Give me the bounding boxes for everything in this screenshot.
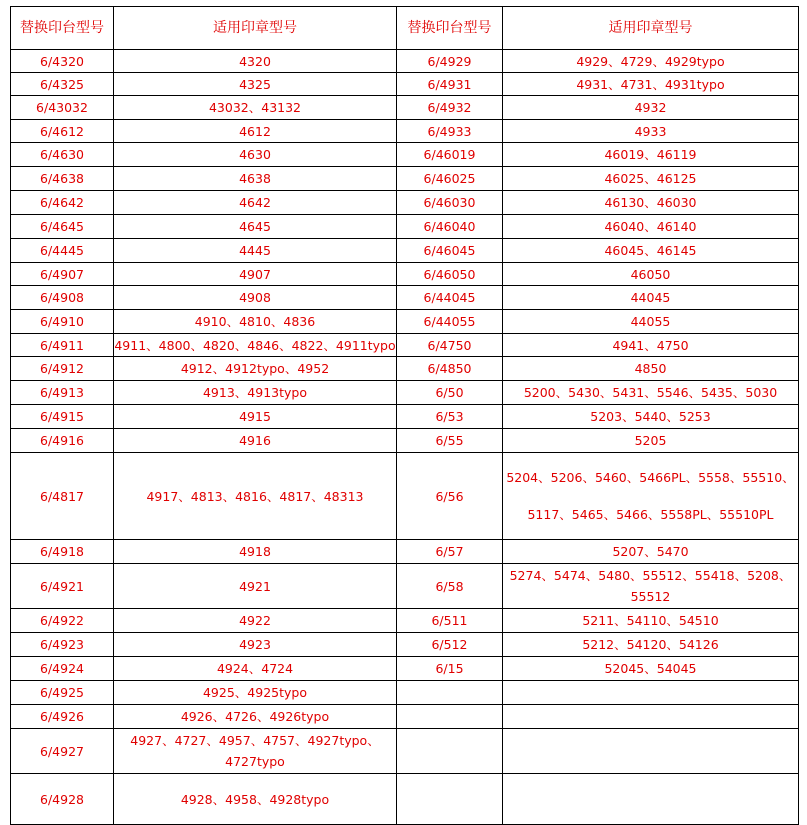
replacement-pad-cell: 6/4925 (11, 681, 114, 705)
replacement-pad-cell: 6/58 (397, 564, 503, 609)
compatible-stamp-cell: 4642 (114, 191, 397, 215)
compatible-stamp-cell: 4638 (114, 167, 397, 191)
compatible-stamp-cell: 4911、4800、4820、4846、4822、4911typo (114, 334, 397, 357)
compatible-stamp-cell: 5274、5474、5480、55512、55418、5208、55512 (503, 564, 799, 609)
table-row (11, 215, 799, 239)
replacement-pad-cell: 6/4445 (11, 239, 114, 263)
compatible-stamp-cell: 4916 (114, 429, 397, 453)
replacement-pad-cell: 6/512 (397, 633, 503, 657)
compatible-stamp-cell: 46045、46145 (503, 239, 799, 263)
compatible-stamp-cell: 4907 (114, 263, 397, 286)
replacement-pad-cell: 6/4320 (11, 50, 114, 73)
replacement-pad-cell: 6/4645 (11, 215, 114, 239)
compatible-stamp-cell: 4921 (114, 564, 397, 609)
compatible-stamp-cell: 4925、4925typo (114, 681, 397, 705)
table-row (11, 609, 799, 633)
replacement-pad-cell: 6/46045 (397, 239, 503, 263)
header-replacement-pad: 替换印台型号 (397, 7, 503, 50)
replacement-pad-cell: 6/55 (397, 429, 503, 453)
replacement-pad-cell: 6/46019 (397, 143, 503, 167)
compatible-stamp-cell: 46130、46030 (503, 191, 799, 215)
compatible-stamp-cell (503, 774, 799, 825)
replacement-pad-cell: 6/43032 (11, 96, 114, 120)
compatible-stamp-cell: 4928、4958、4928typo (114, 774, 397, 825)
compatible-stamp-cell: 4922 (114, 609, 397, 633)
table-row (11, 564, 799, 609)
replacement-pad-cell: 6/4933 (397, 120, 503, 143)
compatible-stamp-cell: 44055 (503, 310, 799, 334)
compatible-stamp-cell: 52045、54045 (503, 657, 799, 681)
replacement-pad-cell: 6/4918 (11, 540, 114, 564)
replacement-pad-cell: 6/4630 (11, 143, 114, 167)
compatible-stamp-cell: 4915 (114, 405, 397, 429)
replacement-pad-cell: 6/46050 (397, 263, 503, 286)
compatible-stamp-cell: 4325 (114, 73, 397, 96)
compatible-stamp-cell: 4923 (114, 633, 397, 657)
header-row (11, 7, 799, 50)
compatible-stamp-cell: 4912、4912typo、4952 (114, 357, 397, 381)
compatible-stamp-cell: 4908 (114, 286, 397, 310)
table-row (11, 453, 799, 540)
table-row (11, 729, 799, 774)
table-row (11, 657, 799, 681)
compatible-stamp-cell: 4913、4913typo (114, 381, 397, 405)
replacement-pad-cell (397, 729, 503, 774)
compatible-stamp-cell: 4910、4810、4836 (114, 310, 397, 334)
table-row (11, 429, 799, 453)
replacement-pad-cell: 6/4907 (11, 263, 114, 286)
replacement-pad-cell (397, 705, 503, 729)
replacement-pad-cell: 6/44045 (397, 286, 503, 310)
compatible-stamp-cell: 4929、4729、4929typo (503, 50, 799, 73)
compatible-stamp-cell: 5207、5470 (503, 540, 799, 564)
compatible-stamp-cell: 4931、4731、4931typo (503, 73, 799, 96)
compatible-stamp-cell: 46040、46140 (503, 215, 799, 239)
compatible-stamp-cell: 5204、5206、5460、5466PL、5558、55510、5117、5465、5466、5558PL、55510PL (503, 453, 799, 540)
table-row (11, 357, 799, 381)
replacement-pad-cell: 6/4913 (11, 381, 114, 405)
replacement-pad-cell: 6/4932 (397, 96, 503, 120)
compatible-stamp-cell: 43032、43132 (114, 96, 397, 120)
replacement-pad-cell: 6/4750 (397, 334, 503, 357)
header-replacement-pad: 替换印台型号 (11, 7, 114, 50)
compatible-stamp-cell: 4941、4750 (503, 334, 799, 357)
table-row (11, 310, 799, 334)
replacement-pad-cell: 6/46025 (397, 167, 503, 191)
compatible-stamp-cell: 44045 (503, 286, 799, 310)
replacement-pad-cell: 6/4926 (11, 705, 114, 729)
replacement-pad-cell: 6/4921 (11, 564, 114, 609)
compatible-stamp-cell (503, 681, 799, 705)
compatible-stamp-cell: 4926、4726、4926typo (114, 705, 397, 729)
compatible-stamp-cell: 4917、4813、4816、4817、48313 (114, 453, 397, 540)
replacement-pad-cell: 6/4912 (11, 357, 114, 381)
replacement-pad-cell: 6/4817 (11, 453, 114, 540)
compatible-stamp-cell: 4924、4724 (114, 657, 397, 681)
header-compatible-stamp: 适用印章型号 (503, 7, 799, 50)
compatible-stamp-cell: 4927、4727、4957、4757、4927typo、4727typo (114, 729, 397, 774)
compatible-stamp-cell (503, 729, 799, 774)
compatible-stamp-cell: 4645 (114, 215, 397, 239)
table-row (11, 263, 799, 286)
replacement-pad-cell: 6/4915 (11, 405, 114, 429)
compatible-stamp-cell: 4933 (503, 120, 799, 143)
table-body (11, 50, 799, 825)
compatible-stamp-cell: 4612 (114, 120, 397, 143)
compatible-stamp-cell: 4445 (114, 239, 397, 263)
replacement-pad-cell: 6/15 (397, 657, 503, 681)
compatible-stamp-cell: 46050 (503, 263, 799, 286)
replacement-pad-cell (397, 681, 503, 705)
replacement-pad-cell: 6/56 (397, 453, 503, 540)
table-row (11, 120, 799, 143)
table-row (11, 50, 799, 73)
compatible-stamp-cell: 46019、46119 (503, 143, 799, 167)
replacement-pad-cell: 6/46030 (397, 191, 503, 215)
compatible-stamp-cell: 5211、54110、54510 (503, 609, 799, 633)
header-compatible-stamp: 适用印章型号 (114, 7, 397, 50)
table-row (11, 381, 799, 405)
compatible-stamp-cell: 4932 (503, 96, 799, 120)
table-row (11, 286, 799, 310)
replacement-pad-cell: 6/44055 (397, 310, 503, 334)
replacement-pad-cell (397, 774, 503, 825)
replacement-pad-cell: 6/4931 (397, 73, 503, 96)
table-row (11, 239, 799, 263)
stamp-pad-compatibility-table (10, 6, 799, 825)
replacement-pad-cell: 6/4850 (397, 357, 503, 381)
replacement-pad-cell: 6/57 (397, 540, 503, 564)
compatible-stamp-cell: 5205 (503, 429, 799, 453)
compatible-stamp-cell: 4630 (114, 143, 397, 167)
compatible-stamp-cell: 5200、5430、5431、5546、5435、5030 (503, 381, 799, 405)
replacement-pad-cell: 6/4908 (11, 286, 114, 310)
replacement-pad-cell: 6/4922 (11, 609, 114, 633)
compatible-stamp-cell: 5203、5440、5253 (503, 405, 799, 429)
table-row (11, 191, 799, 215)
table-row (11, 633, 799, 657)
table-row (11, 705, 799, 729)
replacement-pad-cell: 6/4642 (11, 191, 114, 215)
replacement-pad-cell: 6/53 (397, 405, 503, 429)
replacement-pad-cell: 6/4638 (11, 167, 114, 191)
table-row (11, 167, 799, 191)
table-row (11, 540, 799, 564)
table-row (11, 73, 799, 96)
compatible-stamp-cell (503, 705, 799, 729)
table-row (11, 334, 799, 357)
replacement-pad-cell: 6/4924 (11, 657, 114, 681)
compatible-stamp-cell: 4850 (503, 357, 799, 381)
replacement-pad-cell: 6/4927 (11, 729, 114, 774)
replacement-pad-cell: 6/4325 (11, 73, 114, 96)
compatible-stamp-cell: 46025、46125 (503, 167, 799, 191)
table-row (11, 774, 799, 825)
replacement-pad-cell: 6/4911 (11, 334, 114, 357)
table-row (11, 681, 799, 705)
replacement-pad-cell: 6/50 (397, 381, 503, 405)
replacement-pad-cell: 6/4612 (11, 120, 114, 143)
replacement-pad-cell: 6/4929 (397, 50, 503, 73)
compatible-stamp-cell: 4320 (114, 50, 397, 73)
replacement-pad-cell: 6/4910 (11, 310, 114, 334)
replacement-pad-cell: 6/4928 (11, 774, 114, 825)
replacement-pad-cell: 6/46040 (397, 215, 503, 239)
compatible-stamp-cell: 4918 (114, 540, 397, 564)
compatible-stamp-cell: 5212、54120、54126 (503, 633, 799, 657)
replacement-pad-cell: 6/4916 (11, 429, 114, 453)
replacement-pad-cell: 6/4923 (11, 633, 114, 657)
table-row (11, 405, 799, 429)
table-row (11, 96, 799, 120)
replacement-pad-cell: 6/511 (397, 609, 503, 633)
table-row (11, 143, 799, 167)
